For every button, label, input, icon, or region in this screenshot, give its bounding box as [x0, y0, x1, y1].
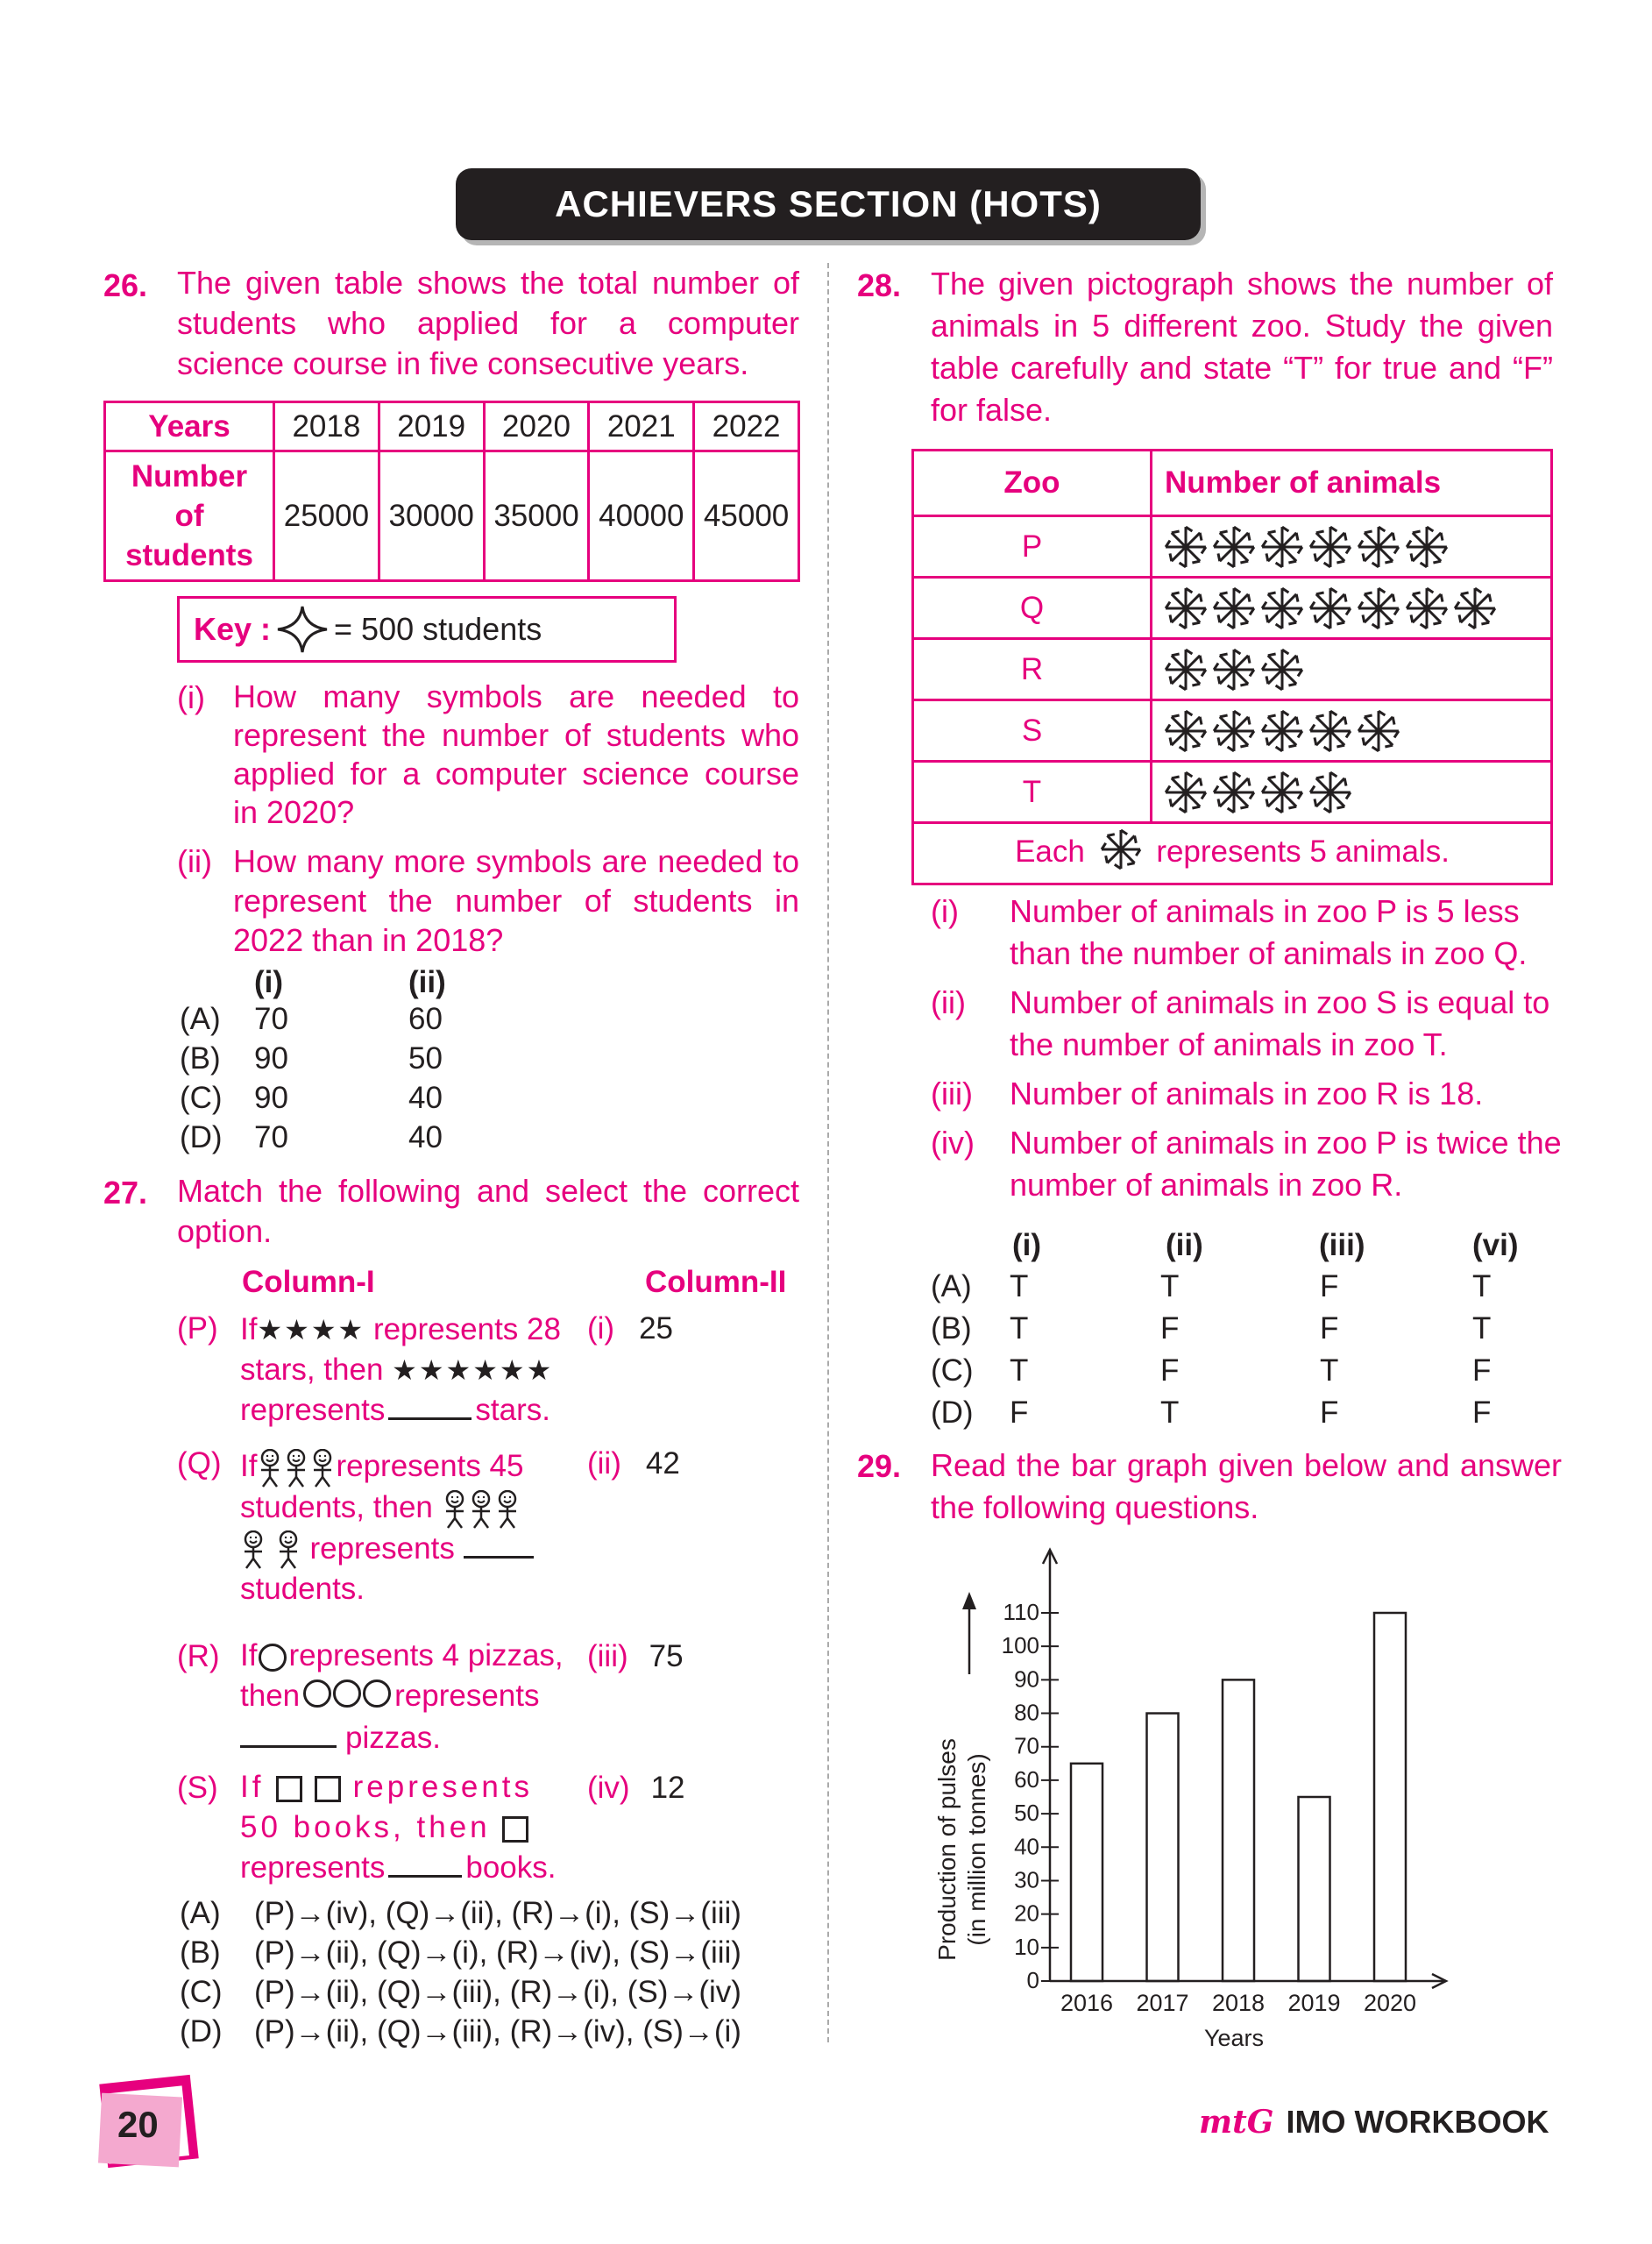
- flower-icon: [1259, 647, 1305, 692]
- zoo-name: Q: [913, 578, 1152, 639]
- zoo-symbols: [1152, 639, 1552, 700]
- y-tick-label: 40: [1014, 1833, 1039, 1860]
- match-p-label: (P): [177, 1311, 218, 1346]
- year-cell: 2021: [589, 402, 694, 451]
- y-axis-label-line: Production of pulses: [933, 1738, 961, 1961]
- q28-opt-head: (i): [1012, 1228, 1042, 1262]
- option-text: (P)→(ii), (Q)→(iii), (R)→(i), (S)→(iv): [254, 1975, 741, 2009]
- workbook-title: IMO WORKBOOK: [1286, 2104, 1549, 2140]
- match-iv: [587, 1771, 685, 1806]
- option-value: F: [1160, 1353, 1180, 1388]
- statement: [931, 891, 1562, 975]
- option-label: (D): [931, 1395, 974, 1430]
- statement-num: (iv): [931, 1125, 975, 1161]
- statement-num: (iii): [931, 1076, 973, 1111]
- flower-icon: [1308, 524, 1353, 570]
- y-tick-label: 10: [1014, 1933, 1039, 1960]
- students-label: [105, 451, 274, 581]
- y-tick-label: 50: [1014, 1800, 1039, 1827]
- option-value: F: [1010, 1395, 1029, 1430]
- option-value: 70: [254, 1002, 288, 1036]
- text: If: [240, 1312, 258, 1346]
- q26-sub-text: How many symbols are needed to represent the number of students who applied for a computer science course in 2020?: [233, 678, 799, 830]
- item-num: (iii): [587, 1639, 628, 1673]
- item-num: (i): [587, 1311, 615, 1346]
- option-value: T: [1472, 1269, 1492, 1303]
- y-axis-label-line: (in million tonnes): [963, 1753, 990, 1946]
- item-value: 25: [639, 1311, 674, 1346]
- label-line: Number: [131, 459, 248, 494]
- value-cell: 40000: [589, 451, 694, 581]
- y-tick-label: 110: [1003, 1599, 1039, 1625]
- flower-icon: [1452, 586, 1498, 631]
- footer-brand: [1199, 2104, 1549, 2141]
- match-ii: [587, 1446, 680, 1481]
- year-cell: 2018: [274, 402, 379, 451]
- bar: [1374, 1613, 1406, 1981]
- two-stick-figures-icon: [240, 1531, 301, 1566]
- y-tick-label: 20: [1014, 1900, 1039, 1927]
- x-tick-label: 2016: [1060, 1990, 1114, 2016]
- option-text: (P)→(iv), (Q)→(ii), (R)→(i), (S)→(iii): [254, 1896, 741, 1930]
- x-tick-label: 2017: [1136, 1990, 1189, 2016]
- option-value: T: [1010, 1353, 1029, 1388]
- option-label: (C): [180, 1081, 223, 1115]
- statement: [931, 1073, 1562, 1115]
- option-value: F: [1472, 1353, 1492, 1388]
- match-iii: [587, 1639, 684, 1674]
- y-tick-label: 30: [1014, 1866, 1039, 1893]
- match-q-label: (Q): [177, 1446, 222, 1481]
- x-axis-label: Years: [1203, 2025, 1265, 2051]
- option-value: F: [1320, 1269, 1339, 1303]
- flower-icon: [1163, 586, 1209, 631]
- flower-icon: [1356, 708, 1401, 754]
- flower-icon: [1259, 586, 1305, 631]
- q26-option-a[interactable]: [180, 999, 443, 1039]
- zoo-name: P: [913, 516, 1152, 578]
- zoo-symbols: [1152, 762, 1552, 823]
- zoo-name: S: [913, 700, 1152, 762]
- q28-option-c[interactable]: [931, 1350, 1491, 1392]
- option-value: 40: [408, 1120, 443, 1154]
- option-value: 40: [408, 1081, 443, 1115]
- option-value: 50: [408, 1041, 443, 1076]
- option-text: (P)→(ii), (Q)→(i), (R)→(iv), (S)→(iii): [254, 1935, 741, 1970]
- flower-icon: [1308, 708, 1353, 754]
- option-value: 90: [254, 1041, 288, 1076]
- option-label: (D): [180, 1120, 223, 1154]
- match-s-label: (S): [177, 1771, 218, 1805]
- zoo-name: T: [913, 762, 1152, 823]
- text: represents: [352, 1770, 534, 1804]
- column-divider: [827, 263, 829, 2042]
- flower-icon: [1259, 770, 1305, 815]
- q28-number: 28.: [857, 267, 902, 303]
- key-text: Each: [1015, 834, 1085, 869]
- key-text: represents 5 animals.: [1156, 834, 1450, 869]
- text: students.: [240, 1572, 365, 1607]
- text: represents 28: [372, 1312, 561, 1346]
- item-value: 42: [645, 1446, 680, 1481]
- option-value: T: [1160, 1395, 1180, 1430]
- bar: [1147, 1714, 1179, 1981]
- flower-icon: [1259, 524, 1305, 570]
- option-label: (C): [180, 1975, 223, 2009]
- text: represents: [394, 1679, 540, 1713]
- y-tick-label: 90: [1014, 1665, 1039, 1693]
- statement-num: (ii): [931, 984, 966, 1020]
- zoo-row: [913, 578, 1552, 639]
- y-label-arrow-head: [962, 1592, 976, 1609]
- flower-icon: [1211, 647, 1257, 692]
- statement-text: Number of animals in zoo P is 5 less than the number of animals in zoo Q.: [1010, 893, 1528, 971]
- x-tick-label: 2019: [1287, 1990, 1341, 2016]
- column-2-heading: Column-II: [645, 1265, 787, 1299]
- q26-sub-num: (i): [177, 679, 205, 715]
- text: stars.: [475, 1393, 550, 1427]
- item-value: 12: [650, 1771, 685, 1805]
- item-value: 75: [649, 1639, 684, 1673]
- item-num: (ii): [587, 1446, 621, 1481]
- q26-key: [177, 596, 677, 663]
- q26-option-c[interactable]: [180, 1078, 443, 1118]
- q26-text: The given table shows the total number of students who applied for a computer science course in five consecutive years.: [177, 265, 799, 381]
- y-tick-label: 0: [1026, 1967, 1039, 1993]
- bar-chart: [920, 1534, 1481, 2060]
- option-label: (D): [180, 2014, 223, 2049]
- year-cell: 2019: [379, 402, 484, 451]
- q28-option-d[interactable]: [931, 1392, 1491, 1434]
- three-circles-icon: [303, 1678, 391, 1718]
- option-text: (P)→(ii), (Q)→(iii), (R)→(iv), (S)→(i): [254, 2014, 741, 2049]
- option-label: (B): [931, 1311, 972, 1346]
- text: represents: [309, 1530, 455, 1566]
- option-value: T: [1472, 1311, 1492, 1346]
- flower-icon: [1308, 586, 1353, 631]
- value-cell: 45000: [694, 451, 799, 581]
- section-banner: [456, 168, 1201, 240]
- q26-opt-head: (ii): [408, 965, 446, 999]
- circle-icon: [259, 1644, 287, 1672]
- column-1-heading: Column-I: [242, 1265, 375, 1299]
- label-line: of: [174, 499, 204, 533]
- q27-text: Match the following and select the correct option.: [177, 1173, 799, 1249]
- flower-icon: [1259, 708, 1305, 754]
- text: represents: [240, 1393, 386, 1427]
- match-q-text: [240, 1446, 582, 1609]
- text: represents 4 pizzas,: [288, 1638, 564, 1672]
- flower-icon: [1211, 708, 1257, 754]
- statement-num: (i): [931, 893, 959, 929]
- q28-opt-head: (ii): [1166, 1228, 1203, 1262]
- animals-header: Number of animals: [1152, 451, 1552, 516]
- square-icon: [502, 1816, 528, 1843]
- y-tick-label: 70: [1014, 1732, 1039, 1759]
- q26-options: [180, 999, 443, 1157]
- q28-opt-head: (vi): [1472, 1228, 1519, 1262]
- option-value: 90: [254, 1081, 288, 1115]
- match-s-text: [240, 1767, 582, 1888]
- mtg-logo: mtG: [1199, 2104, 1274, 2141]
- six-stars-icon: ★★★★★★: [392, 1354, 554, 1386]
- q28-option-a[interactable]: [931, 1266, 1491, 1308]
- option-value: T: [1320, 1353, 1339, 1388]
- option-value: 70: [254, 1120, 288, 1154]
- y-tick-label: 60: [1014, 1765, 1039, 1793]
- zoo-symbols: [1152, 700, 1552, 762]
- text: If: [240, 1449, 258, 1483]
- flower-icon: [1211, 586, 1257, 631]
- flower-icon: [1308, 770, 1353, 815]
- statement-text: Number of animals in zoo S is equal to the number of animals in zoo T.: [1010, 984, 1550, 1062]
- y-tick-label: 100: [1001, 1632, 1039, 1659]
- option-label: (C): [931, 1353, 974, 1388]
- zoo-symbols: [1152, 516, 1552, 578]
- flower-icon: [1163, 524, 1209, 570]
- key-label: Key :: [194, 611, 272, 647]
- zoo-name: R: [913, 639, 1152, 700]
- option-value: F: [1472, 1395, 1492, 1430]
- q28-text: The given pictograph shows the number of animals in 5 different zoo. Study the given table carefully and state “T” for true and “F” for false.: [931, 266, 1553, 428]
- square-icon: [276, 1776, 302, 1802]
- q26-option-b[interactable]: [180, 1039, 443, 1078]
- text: pizzas.: [345, 1720, 441, 1755]
- match-p-text: [240, 1310, 573, 1431]
- value-cell: 35000: [484, 451, 589, 581]
- q26-sub-text: How many more symbols are needed to represent the number of students in 2022 than in 2018?: [233, 843, 799, 958]
- text: represents: [240, 1850, 386, 1885]
- text: represents 45: [336, 1449, 524, 1483]
- q28-opt-head: (iii): [1319, 1228, 1365, 1262]
- q27-options: [180, 1893, 741, 2051]
- flower-icon: [1356, 586, 1401, 631]
- three-stick-figures-icon: [257, 1449, 336, 1483]
- q27-option-a[interactable]: [180, 1893, 741, 1933]
- text: students, then: [240, 1489, 433, 1524]
- bar: [1299, 1797, 1330, 1981]
- flower-icon: [1404, 524, 1450, 570]
- q29-text: Read the bar graph given below and answer the following questions.: [931, 1447, 1562, 1525]
- option-label: (A): [180, 1002, 221, 1036]
- pictograph-key: [913, 823, 1552, 884]
- flower-icon: [1163, 708, 1209, 754]
- statement-text: Number of animals in zoo P is twice the number of animals in zoo R.: [1010, 1125, 1562, 1203]
- four-stars-icon: ★★★★: [257, 1314, 365, 1346]
- q27-number: 27.: [103, 1175, 148, 1211]
- value-cell: 25000: [274, 451, 379, 581]
- text: stars, then: [240, 1353, 384, 1387]
- y-axis-label: [933, 1738, 990, 1961]
- zoo-symbols: [1152, 578, 1552, 639]
- option-label: (B): [180, 1935, 221, 1970]
- page-number: 20: [117, 2104, 159, 2145]
- section-title: ACHIEVERS SECTION (HOTS): [555, 183, 1102, 224]
- q26-sub-num: (ii): [177, 843, 212, 879]
- flower-icon: [1356, 524, 1401, 570]
- page-badge: [96, 2079, 195, 2167]
- match-r-label: (R): [177, 1639, 220, 1673]
- flower-icon: [1404, 586, 1450, 631]
- option-value: F: [1320, 1311, 1339, 1346]
- zoo-header: Zoo: [913, 451, 1152, 516]
- zoo-row: [913, 700, 1552, 762]
- option-value: T: [1160, 1269, 1180, 1303]
- flower-icon: [1163, 647, 1209, 692]
- q29-number: 29.: [857, 1448, 902, 1484]
- option-label: (B): [180, 1041, 221, 1076]
- option-value: F: [1320, 1395, 1339, 1430]
- y-tick-label: 80: [1014, 1699, 1039, 1726]
- key-value: = 500 students: [334, 611, 542, 647]
- four-point-star-icon: [276, 605, 329, 654]
- q27-option-c[interactable]: [180, 1972, 741, 2012]
- zoo-row: [913, 639, 1552, 700]
- match-r-text: [240, 1636, 586, 1758]
- q26-table: [103, 401, 800, 582]
- bar: [1223, 1679, 1254, 1981]
- text: 50 books, then: [240, 1810, 491, 1844]
- option-label: (A): [180, 1896, 221, 1930]
- option-value: T: [1010, 1269, 1029, 1303]
- year-cell: 2020: [484, 402, 589, 451]
- year-cell: 2022: [694, 402, 799, 451]
- text: If: [240, 1770, 265, 1804]
- bar: [1071, 1764, 1103, 1981]
- zoo-row: [913, 516, 1552, 578]
- option-label: (A): [931, 1269, 972, 1303]
- square-icon: [315, 1776, 341, 1802]
- q28-options: [931, 1266, 1491, 1434]
- years-label: Years: [105, 402, 274, 451]
- text: then: [240, 1679, 301, 1713]
- q26-opt-head: (i): [254, 965, 284, 999]
- item-num: (iv): [587, 1771, 630, 1805]
- statement-text: Number of animals in zoo R is 18.: [1010, 1076, 1484, 1111]
- option-value: 60: [408, 1002, 443, 1036]
- flower-icon: [1163, 770, 1209, 815]
- label-line: students: [125, 538, 253, 572]
- three-stick-figures-icon: [442, 1490, 521, 1524]
- flower-icon: [1211, 524, 1257, 570]
- q27-option-b[interactable]: [180, 1933, 741, 1972]
- q26-option-d[interactable]: [180, 1118, 443, 1157]
- flower-icon: [1211, 770, 1257, 815]
- statement: [931, 1122, 1562, 1206]
- flower-icon: [1099, 827, 1143, 879]
- q26-number: 26.: [103, 267, 148, 303]
- value-cell: 30000: [379, 451, 484, 581]
- q28-statements: [931, 891, 1562, 1206]
- text: If: [240, 1638, 258, 1672]
- x-tick-label: 2020: [1363, 1990, 1417, 2016]
- q28-pictograph-table: [911, 449, 1553, 885]
- q27-option-d[interactable]: [180, 2012, 741, 2051]
- match-i: [587, 1311, 673, 1346]
- option-value: T: [1010, 1311, 1029, 1346]
- q28-option-b[interactable]: [931, 1308, 1491, 1350]
- option-value: F: [1160, 1311, 1180, 1346]
- zoo-row: [913, 762, 1552, 823]
- statement: [931, 982, 1562, 1066]
- x-tick-label: 2018: [1211, 1990, 1266, 2016]
- text: books.: [465, 1850, 557, 1885]
